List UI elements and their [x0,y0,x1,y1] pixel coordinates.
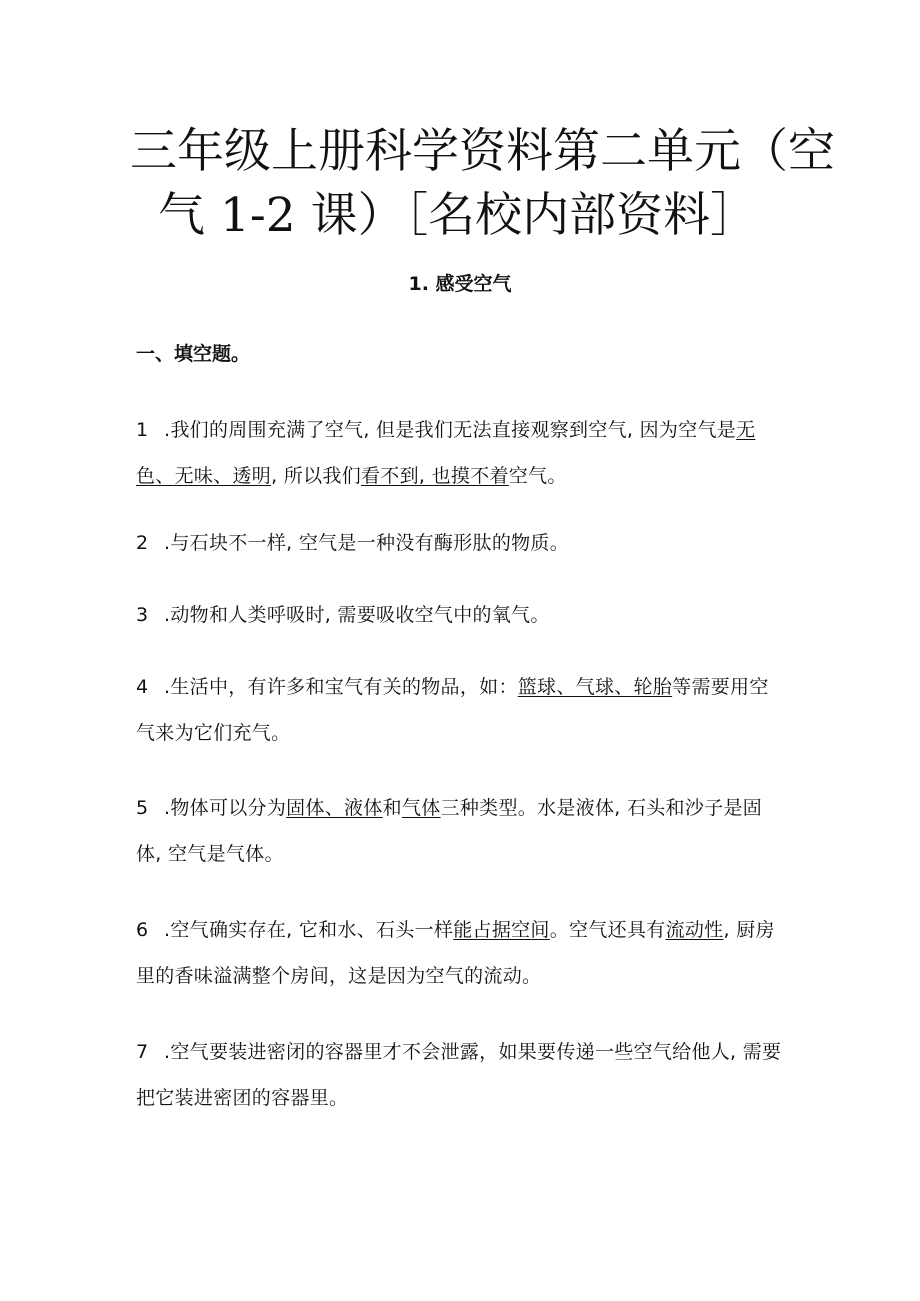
question-text: 空气。 [508,465,567,487]
question-number: 5 [136,797,149,819]
question-7 [136,1029,786,1121]
question-2 [136,520,786,566]
question-4 [136,664,786,756]
answer-blank: 流动性 [665,919,724,941]
question-number: 2 [136,532,149,554]
question-3 [136,592,786,638]
question-text: , 所以我们 [271,465,361,487]
answer-blank: 固体、液体 [286,797,383,819]
question-text: .空气确实存在, 它和水、石头一样 [164,919,454,941]
question-text: .生活中，有许多和宝气有关的物品，如： [164,676,518,698]
question-number: 7 [136,1041,149,1063]
question-text: 。空气还具有 [549,919,666,941]
answer-blank: 气体 [401,797,441,819]
question-text: .我们的周围充满了空气, 但是我们无法直接观察到空气, 因为空气是 [164,419,737,441]
question-number: 6 [136,919,149,941]
question-6 [136,907,786,999]
question-number: 4 [136,676,149,698]
question-text: .空气要装进密闭的容器里才不会泄露，如果要传递一些空气给他人, 需要把它装进密团的容器里。 [136,1041,782,1109]
question-text: 和 [382,797,402,819]
question-text: , 厨房里的香味溢满整个房间，这是因为空气的流动。 [136,919,775,987]
answer-blank: 无色、无味、透明 [136,419,756,487]
question-number: 1 [136,419,149,441]
document-title [130,120,835,248]
question-text: 三种类型。水是液体, 石头和沙子是固体, 空气是气体。 [136,797,763,865]
lesson-title: 1. 感受空气 [408,273,512,295]
question-5 [136,785,786,877]
question-text: .动物和人类呼吸时, 需要吸收空气中的氧气。 [164,604,550,626]
question-text: .与石块不一样, 空气是一种没有酶形肽的物质。 [164,532,570,554]
question-1 [136,407,786,499]
answer-blank: 看不到, 也摸不着 [361,465,509,487]
question-text: 等需要用空气来为它们充气。 [136,676,769,744]
question-text: .物体可以分为 [164,797,287,819]
answer-blank: 篮球、气球、轮胎 [517,676,673,698]
question-number: 3 [136,604,149,626]
document-title-line-1: 三年级上册科学资料第二单元（空 [130,124,835,179]
part-title: 一、填空题。 [136,343,251,365]
document-title-line-2: 气 1-2 课）［名校内部资料］ [158,188,758,243]
answer-blank: 能占据空间 [453,919,550,941]
